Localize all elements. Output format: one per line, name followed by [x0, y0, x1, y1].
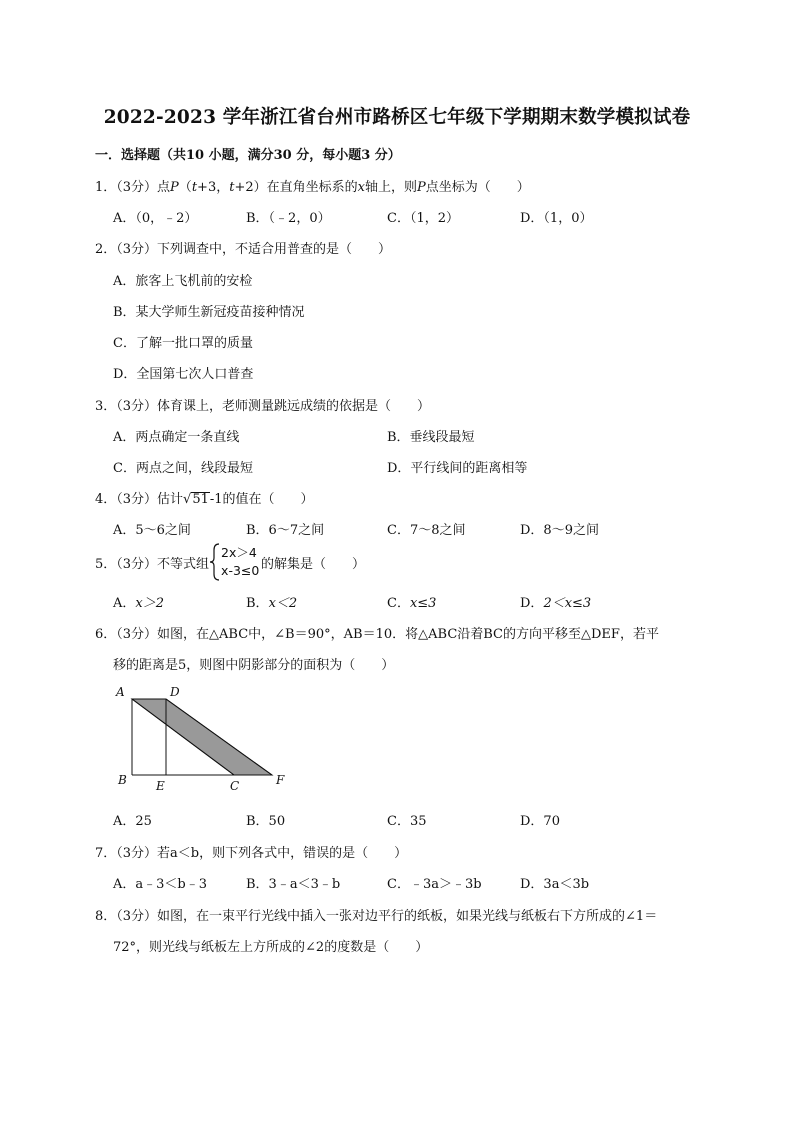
q1-option-b[interactable]: B．（﹣2，0） — [246, 211, 331, 226]
triangle-diagram — [110, 683, 300, 795]
inequality-line-1: 2x＞4 — [221, 545, 257, 560]
question-3-stem: 3．（3分）体育课上，老师测量跳远成绩的依据是（ ） — [95, 399, 431, 414]
q4-option-b[interactable]: B．6～7之间 — [246, 523, 325, 538]
q4-option-a[interactable]: A．5～6之间 — [113, 523, 191, 538]
q3-option-b[interactable]: B．垂线段最短 — [387, 430, 475, 445]
q4-option-d[interactable]: D．8～9之间 — [520, 523, 599, 538]
q5-option-c[interactable]: C．x≤3 — [387, 596, 437, 611]
label-e: E — [156, 779, 165, 793]
q6-option-c[interactable]: C．35 — [387, 814, 427, 829]
q5-option-d[interactable]: D．2＜x≤3 — [520, 596, 592, 611]
q4-option-c[interactable]: C．7～8之间 — [387, 523, 466, 538]
q6-option-a[interactable]: A．25 — [113, 814, 152, 829]
q7-option-d[interactable]: D．3a＜3b — [520, 877, 590, 892]
q2-option-a[interactable]: A．旅客上飞机前的安检 — [113, 274, 253, 289]
question-2-stem: 2．（3分）下列调查中，不适合用普查的是（ ） — [95, 242, 392, 257]
label-b: B — [118, 773, 127, 787]
question-6-stem-line-1: 6．（3分）如图，在△ABC中，∠B＝90°，AB＝10．将△ABC沿着BC的方向平移至△DEF，若平 — [95, 627, 659, 642]
label-c: C — [230, 779, 240, 793]
page-title: 2022-2023 学年浙江省台州市路桥区七年级下学期期末数学模拟试卷 — [103, 107, 691, 128]
question-7-stem: 7．（3分）若a＜b，则下列各式中，错误的是（ ） — [95, 846, 408, 861]
label-a: A — [116, 685, 125, 699]
q5-option-b[interactable]: B．x＜2 — [246, 596, 298, 611]
q7-option-c[interactable]: C．﹣3a＞﹣3b — [387, 877, 482, 892]
question-6-stem-line-2: 移的距离是5，则图中阴影部分的面积为（ ） — [113, 658, 395, 673]
q2-option-c[interactable]: C．了解一批口罩的质量 — [113, 336, 253, 351]
q6-option-b[interactable]: B．50 — [246, 814, 286, 829]
question-5-stem: 5．（3分）不等式组 2x＞4 x-3≤0 的解集是（ ） — [95, 542, 365, 582]
q3-option-a[interactable]: A．两点确定一条直线 — [113, 430, 240, 445]
translation-figure — [110, 683, 300, 795]
label-f: F — [276, 773, 285, 787]
q2-option-b[interactable]: B．某大学师生新冠疫苗接种情况 — [113, 305, 305, 320]
q5-option-a[interactable]: A．x＞2 — [113, 596, 164, 611]
section-heading: 一．选择题（共10 小题，满分30 分，每小题3 分） — [95, 148, 401, 163]
inequality-line-2: x-3≤0 — [221, 563, 260, 578]
left-brace-icon — [209, 542, 221, 582]
question-1-stem: 1．（3分）点P（t+3，t+2）在直角坐标系的x轴上，则P点坐标为（ ） — [95, 180, 530, 195]
q2-option-d[interactable]: D．全国第七次人口普查 — [113, 367, 254, 382]
question-8-stem-line-2: 72°，则光线与纸板左上方所成的∠2的度数是（ ） — [113, 940, 429, 955]
question-8-stem-line-1: 8．（3分）如图，在一束平行光线中插入一张对边平行的纸板，如果光线与纸板右下方所成的∠1＝ — [95, 909, 658, 924]
q3-option-d[interactable]: D．平行线间的距离相等 — [387, 461, 528, 476]
sqrt-radicand: 51 — [192, 492, 209, 507]
q1-option-c[interactable]: C．（1，2） — [387, 211, 459, 226]
q6-option-d[interactable]: D．70 — [520, 814, 560, 829]
q3-option-c[interactable]: C．两点之间，线段最短 — [113, 461, 253, 476]
q1-option-d[interactable]: D．（1，0） — [520, 211, 593, 226]
q7-option-b[interactable]: B．3﹣a＜3﹣b — [246, 877, 341, 892]
inequality-system — [209, 542, 261, 582]
label-d: D — [170, 685, 180, 699]
question-4-stem: 4．（3分）估计√51-1的值在（ ） — [95, 492, 314, 507]
q1-option-a[interactable]: A．（0，﹣2） — [113, 211, 198, 226]
q7-option-a[interactable]: A．a﹣3＜b﹣3 — [113, 877, 208, 892]
